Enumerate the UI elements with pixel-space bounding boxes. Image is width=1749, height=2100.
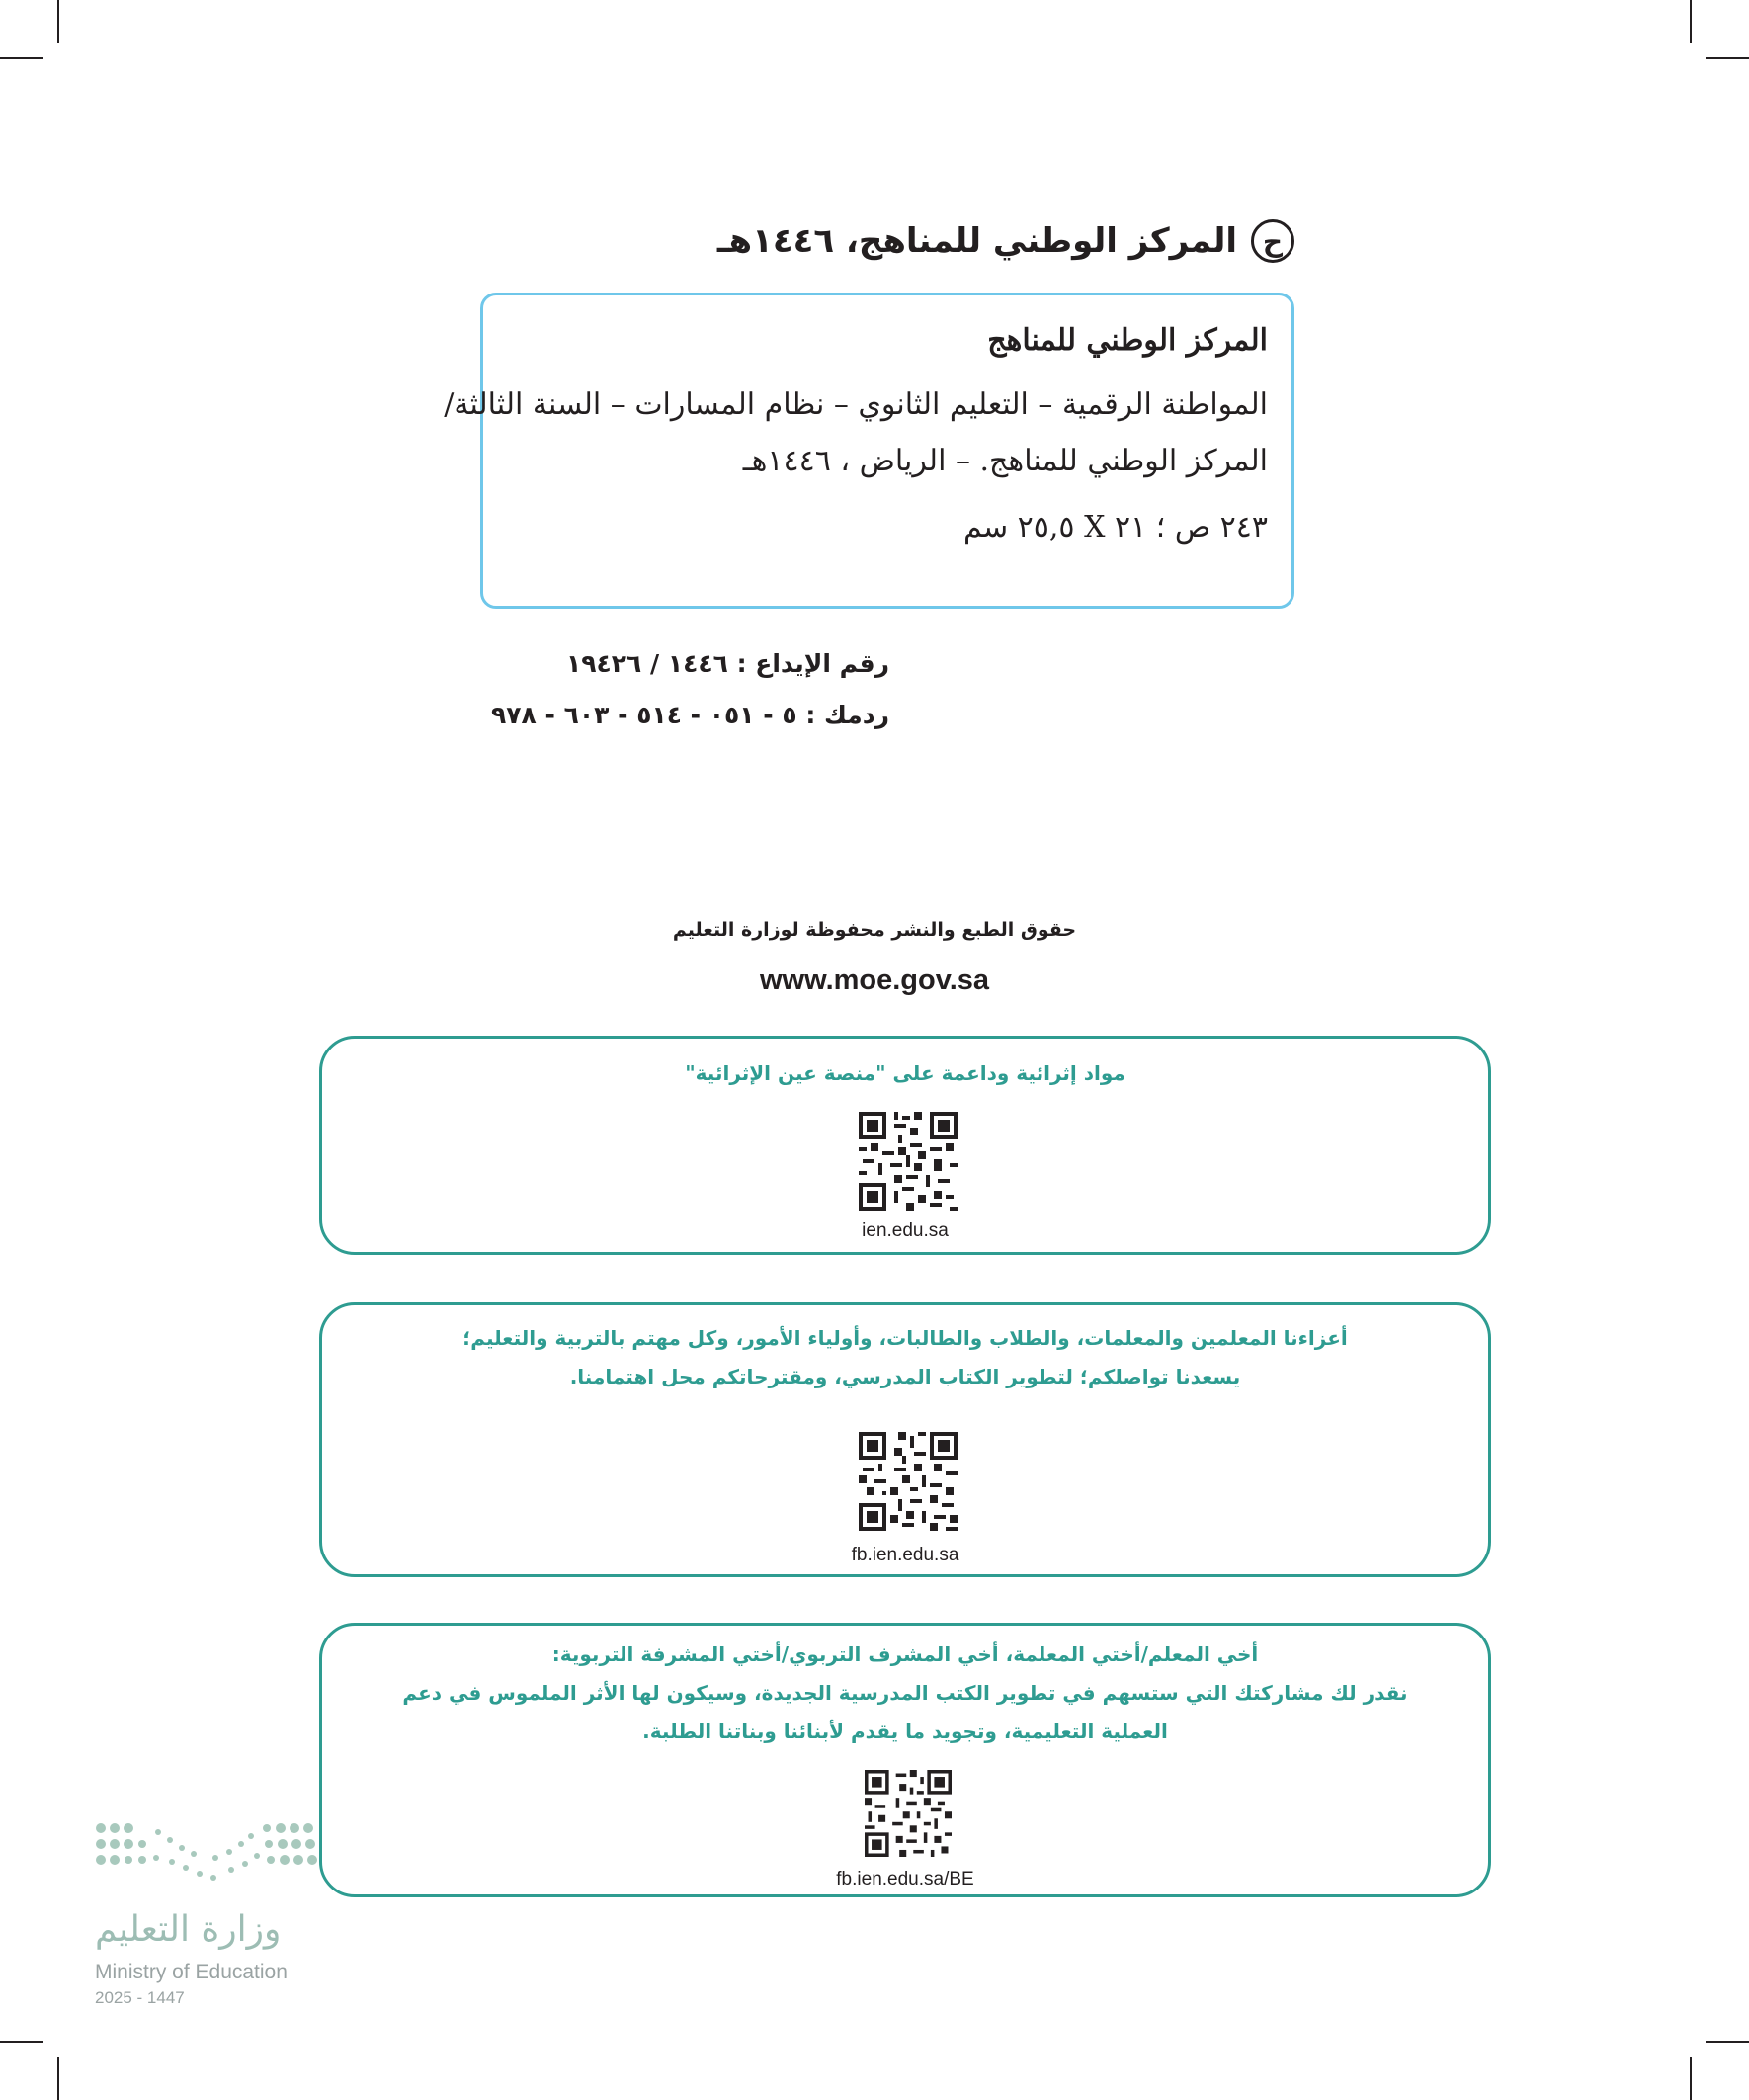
crop-mark <box>0 2041 43 2043</box>
crop-mark <box>0 57 43 59</box>
qr-code-icon[interactable] <box>865 1770 952 1857</box>
copyright-text: المركز الوطني للمناهج، ١٤٤٦هـ <box>716 221 1237 261</box>
qr-code-icon[interactable] <box>859 1112 958 1211</box>
participation-panel <box>319 1623 1491 1897</box>
deposit-number: رقم الإيداع : ١٤٤٦ / ١٩٤٢٦ <box>565 649 889 678</box>
panel-text <box>322 1305 1488 1396</box>
crop-mark <box>1690 0 1692 43</box>
copyright-line <box>717 219 1294 263</box>
catalog-publisher: المركز الوطني للمناهج <box>987 323 1268 358</box>
ministry-logo-icon <box>93 1818 320 1897</box>
panel-text-line: أخي المعلم/أختي المعلمة، أخي المشرف التربوي/أختي المشرفة التربوية: <box>551 1642 1259 1666</box>
qr-url-label[interactable]: fb.ien.edu.sa <box>851 1545 959 1565</box>
catalog-publisher-line: المركز الوطني للمناهج. – الرياض ، ١٤٤٦هـ <box>742 444 1268 478</box>
deposit-info <box>491 638 889 741</box>
crop-mark <box>57 2057 59 2100</box>
crop-mark <box>57 0 59 43</box>
moe-website-link[interactable]: www.moe.gov.sa <box>759 965 990 996</box>
ministry-name-arabic: وزارة التعليم <box>95 1909 282 1950</box>
qr-url-label[interactable]: ien.edu.sa <box>862 1220 949 1241</box>
qr-code-icon[interactable] <box>859 1432 958 1531</box>
enrichment-panel <box>319 1036 1491 1255</box>
panel-text-line: نقدر لك مشاركتك التي ستسهم في تطوير الكتب المدرسية الجديدة، وسيكون لها الأثر الملموس في دعم <box>402 1681 1408 1705</box>
crop-mark <box>1706 2041 1749 2043</box>
panel-text <box>322 1039 1488 1093</box>
panel-text-line: مواد إثرائية وداعمة على "منصة عين الإثرائية" <box>685 1061 1125 1085</box>
copyright-symbol: ح <box>1251 219 1294 263</box>
panel-text <box>322 1626 1488 1751</box>
ministry-name-english: Ministry of Education <box>95 1961 288 1983</box>
qr-url-label[interactable]: fb.ien.edu.sa/BE <box>836 1869 974 1890</box>
isbn-number: ردمك : ٥ - ٠٥١ - ٥١٤ - ٦٠٣ - ٩٧٨ <box>491 701 889 729</box>
panel-text-line: العملية التعليمية، وتجويد ما يقدم لأبنائنا وبناتنا الطلبة. <box>642 1720 1168 1743</box>
rights-statement: حقوق الطبع والنشر محفوظة لوزارة التعليم <box>672 919 1077 941</box>
ministry-year: 2025 - 1447 <box>95 1988 185 2007</box>
crop-mark <box>1706 57 1749 59</box>
panel-text-line: يسعدنا تواصلكم؛ لتطوير الكتاب المدرسي، ومقترحاتكم محل اهتمامنا. <box>569 1365 1241 1388</box>
catalog-title-line: المواطنة الرقمية – التعليم الثانوي – نظام المسارات – السنة الثالثة/ <box>444 387 1268 422</box>
crop-mark <box>1690 2057 1692 2100</box>
catalog-pages-line: ٢٤٣ ص ؛ ٢١ X ٢٥,٥ سم <box>963 510 1268 545</box>
catalog-record-box <box>444 293 1294 609</box>
panel-text-line: أعزاءنا المعلمين والمعلمات، والطلاب والطالبات، وأولياء الأمور، وكل مهتم بالتربية والتعليم؛ <box>462 1326 1348 1350</box>
feedback-panel <box>319 1302 1491 1577</box>
